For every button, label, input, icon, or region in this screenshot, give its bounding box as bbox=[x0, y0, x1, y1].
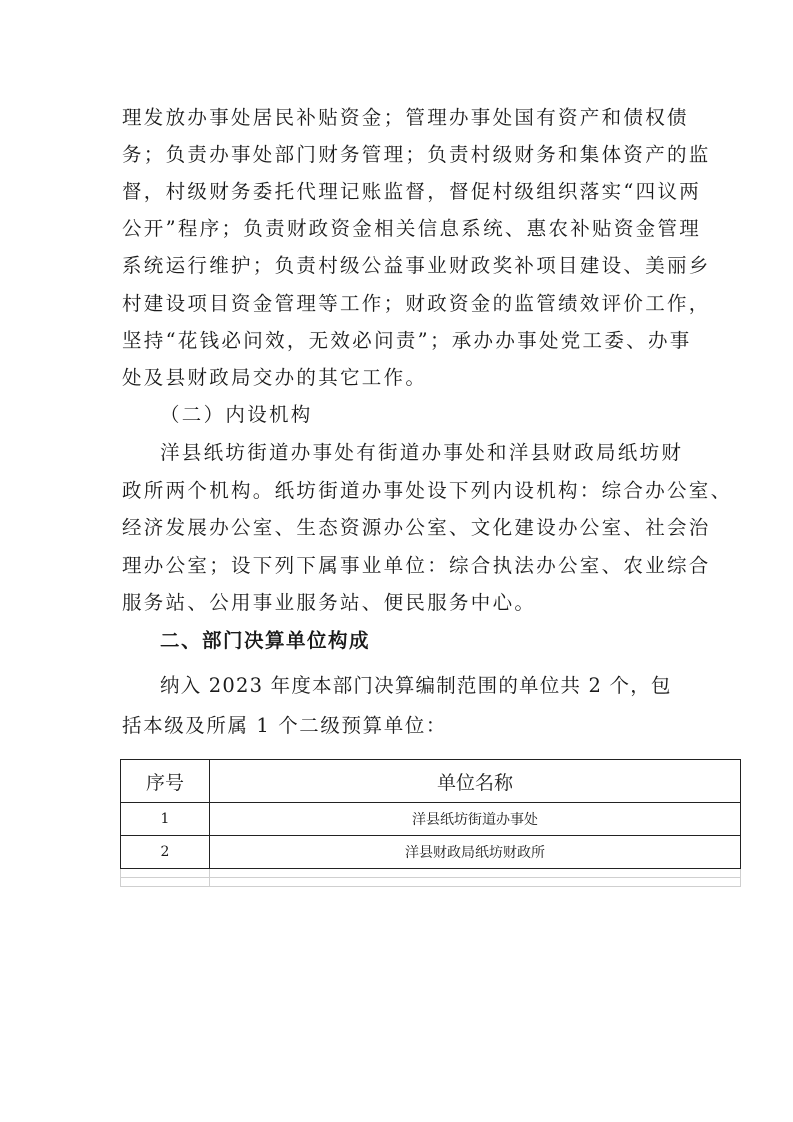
paragraph-2-line: 服务站、公用事业服务站、便民服务中心。 bbox=[122, 591, 537, 614]
paragraph-2-line: 洋县纸坊街道办事处有街道办事处和洋县财政局纸坊财 bbox=[160, 441, 684, 464]
cell-unit-name: 洋县纸坊街道办事处 bbox=[210, 803, 741, 836]
paragraph-1-line: 系统运行维护；负责村级公益事业财政奖补项目建设、美丽乡 bbox=[122, 254, 711, 277]
paragraph-1-line: 村建设项目资金管理等工作；财政资金的监管绩效评价工作， bbox=[122, 292, 711, 315]
paragraph-2-line: 政所两个机构。纸坊街道办事处设下列内设机构：综合办公室、 bbox=[122, 479, 733, 502]
header-unit-name: 单位名称 bbox=[210, 760, 741, 803]
paragraph-1-line: 务；负责办事处部门财务管理；负责村级财务和集体资产的监 bbox=[122, 143, 711, 166]
empty-cell bbox=[121, 869, 210, 878]
table-header-row bbox=[121, 760, 741, 803]
paragraph-2-line: 理办公室；设下列下属事业单位：综合执法办公室、农业综合 bbox=[122, 554, 711, 577]
paragraph-3-line: 括本级及所属 1 个二级预算单位： bbox=[122, 714, 448, 737]
unit-table bbox=[120, 759, 741, 887]
paragraph-1-line: 督，村级财务委托代理记账监督，督促村级组织落实“四议两 bbox=[122, 180, 702, 203]
table-row bbox=[121, 803, 741, 836]
header-serial-number: 序号 bbox=[121, 760, 210, 803]
cell-serial-number: 1 bbox=[121, 803, 210, 836]
empty-cell bbox=[210, 878, 741, 887]
cell-serial-number: 2 bbox=[121, 836, 210, 869]
empty-cell bbox=[210, 869, 741, 878]
empty-table-row bbox=[121, 878, 741, 887]
paragraph-1-line: 公开”程序；负责财政资金相关信息系统、惠农补贴资金管理 bbox=[122, 217, 702, 240]
empty-table-row bbox=[121, 869, 741, 878]
paragraph-1-line: 理发放办事处居民补贴资金；管理办事处国有资产和债权债 bbox=[122, 106, 689, 129]
table-row bbox=[121, 836, 741, 869]
section-heading: 二、部门决算单位构成 bbox=[160, 629, 371, 652]
paragraph-2-line: 经济发展办公室、生态资源办公室、文化建设办公室、社会治 bbox=[122, 516, 711, 539]
paragraph-1-line: 处及县财政局交办的其它工作。 bbox=[122, 366, 428, 389]
cell-unit-name: 洋县财政局纸坊财政所 bbox=[210, 836, 741, 869]
subsection-heading: （二）内设机构 bbox=[160, 403, 313, 426]
paragraph-1-line: 坚持“花钱必问效，无效必问责”；承办办事处党工委、办事 bbox=[122, 329, 692, 352]
empty-cell bbox=[121, 878, 210, 887]
paragraph-3-line: 纳入 2023 年度本部门决算编制范围的单位共 2 个，包 bbox=[160, 674, 672, 697]
